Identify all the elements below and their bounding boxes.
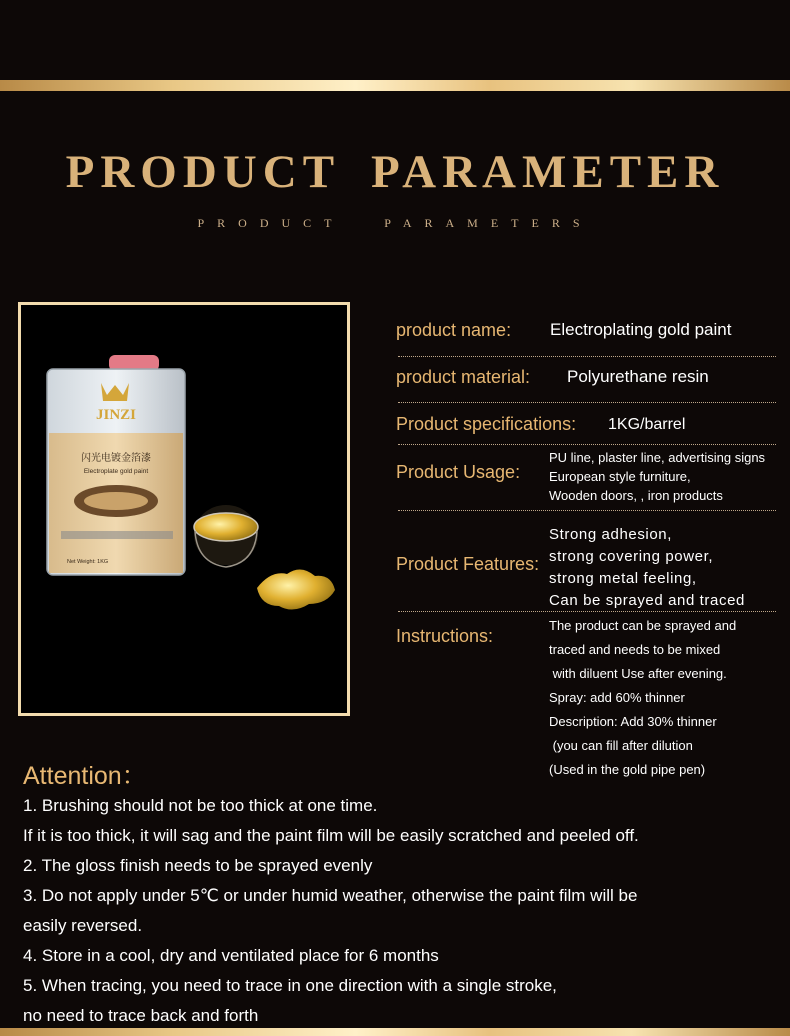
- param-line: The product can be sprayed and: [549, 618, 737, 633]
- param-value-lines: [549, 614, 736, 782]
- divider: [398, 444, 776, 445]
- param-line: (you can fill after dilution: [549, 738, 693, 753]
- attention-line: no need to trace back and forth: [23, 1006, 259, 1025]
- param-label: product name:: [396, 320, 512, 340]
- can-title-cn: 闪光电镀金箔漆: [81, 453, 151, 464]
- page-subtitle: PRODUCT PARAMETERS: [197, 216, 593, 230]
- product-photo: [18, 302, 350, 716]
- param-value: 1KG/barrel: [608, 416, 686, 433]
- param-label: Product Usage:: [396, 462, 521, 482]
- can-subtitle: Electroplate gold paint: [83, 468, 149, 475]
- attention-line: If it is too thick, it will sag and the paint film will be easily scratched and peeled off.: [23, 826, 639, 845]
- param-line: with diluent Use after evening.: [549, 666, 727, 681]
- can-weight: Net Weight: 1KG: [67, 559, 109, 565]
- attention-line: 1. Brushing should not be too thick at one time.: [23, 796, 378, 815]
- param-line: (Used in the gold pipe pen): [549, 762, 706, 777]
- param-line: Strong adhesion,: [549, 526, 673, 543]
- top-gold-bar: [0, 80, 790, 91]
- attention-line: 3. Do not apply under 5℃ or under humid weather, otherwise the paint film will be: [23, 886, 638, 905]
- param-value-lines: [549, 448, 765, 505]
- param-line: European style furniture,: [549, 469, 691, 484]
- attention-title: Attention：: [23, 762, 147, 790]
- param-label: Product Features:: [396, 554, 540, 574]
- param-label: product material:: [396, 367, 531, 387]
- can-brand: JINZI: [95, 407, 137, 423]
- param-line: Wooden doors, , iron products: [549, 488, 723, 503]
- param-line: strong metal feeling,: [549, 570, 697, 587]
- param-line: Can be sprayed and traced: [549, 592, 745, 609]
- divider: [398, 510, 776, 511]
- page-title: PRODUCT PARAMETER: [65, 146, 725, 198]
- param-line: strong covering power,: [549, 548, 714, 565]
- gold-ornament: [257, 569, 335, 609]
- param-line: PU line, plaster line, advertising signs: [549, 450, 766, 465]
- param-row-features: [396, 524, 780, 614]
- attention-list: [23, 794, 783, 1034]
- divider: [398, 402, 776, 403]
- product-illustration: [21, 305, 347, 713]
- param-value-lines: [549, 524, 745, 612]
- param-label: Instructions:: [396, 626, 494, 646]
- param-label: Product specifications:: [396, 414, 577, 434]
- param-row-usage: [396, 448, 780, 508]
- param-line: Spray: add 60% thinner: [549, 690, 685, 705]
- param-line: traced and needs to be mixed: [549, 642, 721, 657]
- param-row-instructions: [396, 614, 780, 782]
- param-value: Polyurethane resin: [567, 367, 709, 386]
- attention-line: 2. The gloss finish needs to be sprayed evenly: [23, 856, 373, 875]
- param-row-spec: [396, 414, 780, 444]
- param-line: Description: Add 30% thinner: [549, 714, 717, 729]
- attention-line: easily reversed.: [23, 916, 143, 935]
- param-row-material: [396, 367, 780, 397]
- param-row-name: [396, 320, 780, 350]
- divider: [398, 611, 776, 612]
- attention-line: 5. When tracing, you need to trace in one direction with a single stroke,: [23, 976, 557, 995]
- attention-line: 4. Store in a cool, dry and ventilated place for 6 months: [23, 946, 439, 965]
- divider: [398, 356, 776, 357]
- param-value: Electroplating gold paint: [550, 320, 732, 339]
- bottom-gold-bar: [0, 1028, 790, 1036]
